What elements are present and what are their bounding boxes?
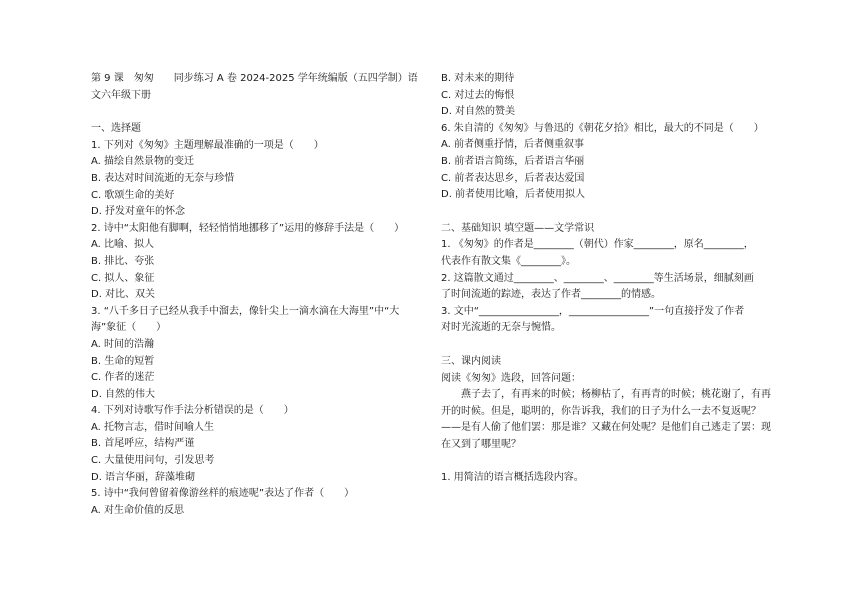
- reading-question-1: 1. 用简洁的语言概括选段内容。: [441, 472, 584, 484]
- question-3-option-a: A. 时间的浩瀚: [91, 338, 155, 350]
- question-3-option-d: D. 自然的伟大: [91, 388, 156, 400]
- fill-question-2-line-1: 2. 这篇散文通过________、________、________等生活场景，细腻刻画: [441, 272, 754, 284]
- left-column: [91, 71, 425, 519]
- question-4-option-d: D. 语言华丽，辞藻堆砌: [91, 471, 196, 483]
- fill-question-2-line-2: 了时间流逝的踪迹，表达了作者________的情感。: [441, 289, 661, 301]
- fill-question-1-line-2: 代表作有散文集《________》。: [441, 255, 576, 267]
- question-2-option-c: C. 拟人、象征: [91, 272, 155, 284]
- question-1-option-b: B. 表达对时间流逝的无奈与珍惜: [91, 172, 235, 184]
- question-3-option-c: C. 作者的迷茫: [91, 372, 155, 384]
- question-6-option-b: B. 前者语言简练，后者语言华丽: [441, 155, 585, 167]
- question-4-option-a: A. 托物言志，借时间喻人生: [91, 421, 215, 433]
- section-heading-fill-in: 二、基础知识 填空题——文学常识: [441, 222, 595, 234]
- question-4-stem: 4. 下列对诗歌写作手法分析错误的是（ ）: [91, 405, 294, 417]
- document-title: 第 9 课 匆匆 同步练习 A 卷 2024-2025 学年统编版（五四学制）语文六年级下册: [91, 73, 418, 101]
- question-3-option-b: B. 生命的短暂: [91, 355, 155, 367]
- question-5-option-a: A. 对生命价值的反思: [91, 504, 185, 516]
- question-4-option-b: B. 首尾呼应，结构严谨: [91, 438, 195, 450]
- question-6-option-a: A. 前者侧重抒情，后者侧重叙事: [441, 139, 585, 151]
- question-6-option-c: C. 前者表达思乡，后者表达爱国: [441, 172, 585, 184]
- question-1-option-a: A. 描绘自然景物的变迁: [91, 156, 195, 168]
- question-4-option-c: C. 大量使用问句，引发思考: [91, 455, 215, 467]
- fill-question-3-line-1: 3. 文中“________________，________________”一句直接抒发了作者: [441, 305, 745, 317]
- question-2-option-a: A. 比喻、拟人: [91, 239, 155, 251]
- reading-passage: 燕子去了，有再来的时候；杨柳枯了，有再青的时候；桃花谢了，有再开的时候。但是，聪明的，你告诉我，我们的日子为什么一去不复返呢？——是有人偷了他们罢：那是谁？又藏在何处呢？是他们自己逃走了罢：现在又到了哪里呢？: [441, 389, 771, 450]
- question-2-stem: 2. 诗中“太阳他有脚啊，轻轻悄悄地挪移了”运用的修辞手法是（ ）: [91, 222, 405, 234]
- question-5-option-d: D. 对自然的赞美: [441, 106, 516, 118]
- question-5-option-c: C. 对过去的悔恨: [441, 89, 515, 101]
- question-2-option-b: B. 排比、夸张: [91, 255, 155, 267]
- fill-question-3-line-2: 对时光流逝的无奈与惋惜。: [441, 322, 561, 334]
- right-column: [441, 71, 775, 487]
- question-3-stem-line-1: 3. “八千多日子已经从我手中溜去，像针尖上一滴水滴在大海里”中“大: [91, 305, 400, 317]
- section-heading-reading: 三、课内阅读: [441, 355, 501, 367]
- question-6-stem: 6. 朱自清的《匆匆》与鲁迅的《朝花夕拾》相比，最大的不同是（ ）: [441, 122, 764, 134]
- fill-question-1-line-1: 1. 《匆匆》的作者是________（朝代）作家________，原名________，: [441, 239, 754, 251]
- question-6-option-d: D. 前者使用比喻，后者使用拟人: [441, 189, 586, 201]
- question-1-option-c: C. 歌颂生命的美好: [91, 189, 175, 201]
- question-1-stem: 1. 下列对《匆匆》主题理解最准确的一项是（ ）: [91, 139, 324, 151]
- reading-intro: 阅读《匆匆》选段，回答问题：: [441, 372, 581, 384]
- question-3-stem-line-2: 海”象征（ ）: [91, 322, 167, 334]
- question-2-option-d: D. 对比、双关: [91, 289, 156, 301]
- question-1-option-d: D. 抒发对童年的怀念: [91, 206, 186, 218]
- section-heading-choice: 一、选择题: [91, 123, 141, 135]
- question-5-option-b: B. 对未来的期待: [441, 73, 515, 84]
- question-5-stem: 5. 诗中“我何曾留着像游丝样的痕迹呢”表达了作者（ ）: [91, 488, 355, 500]
